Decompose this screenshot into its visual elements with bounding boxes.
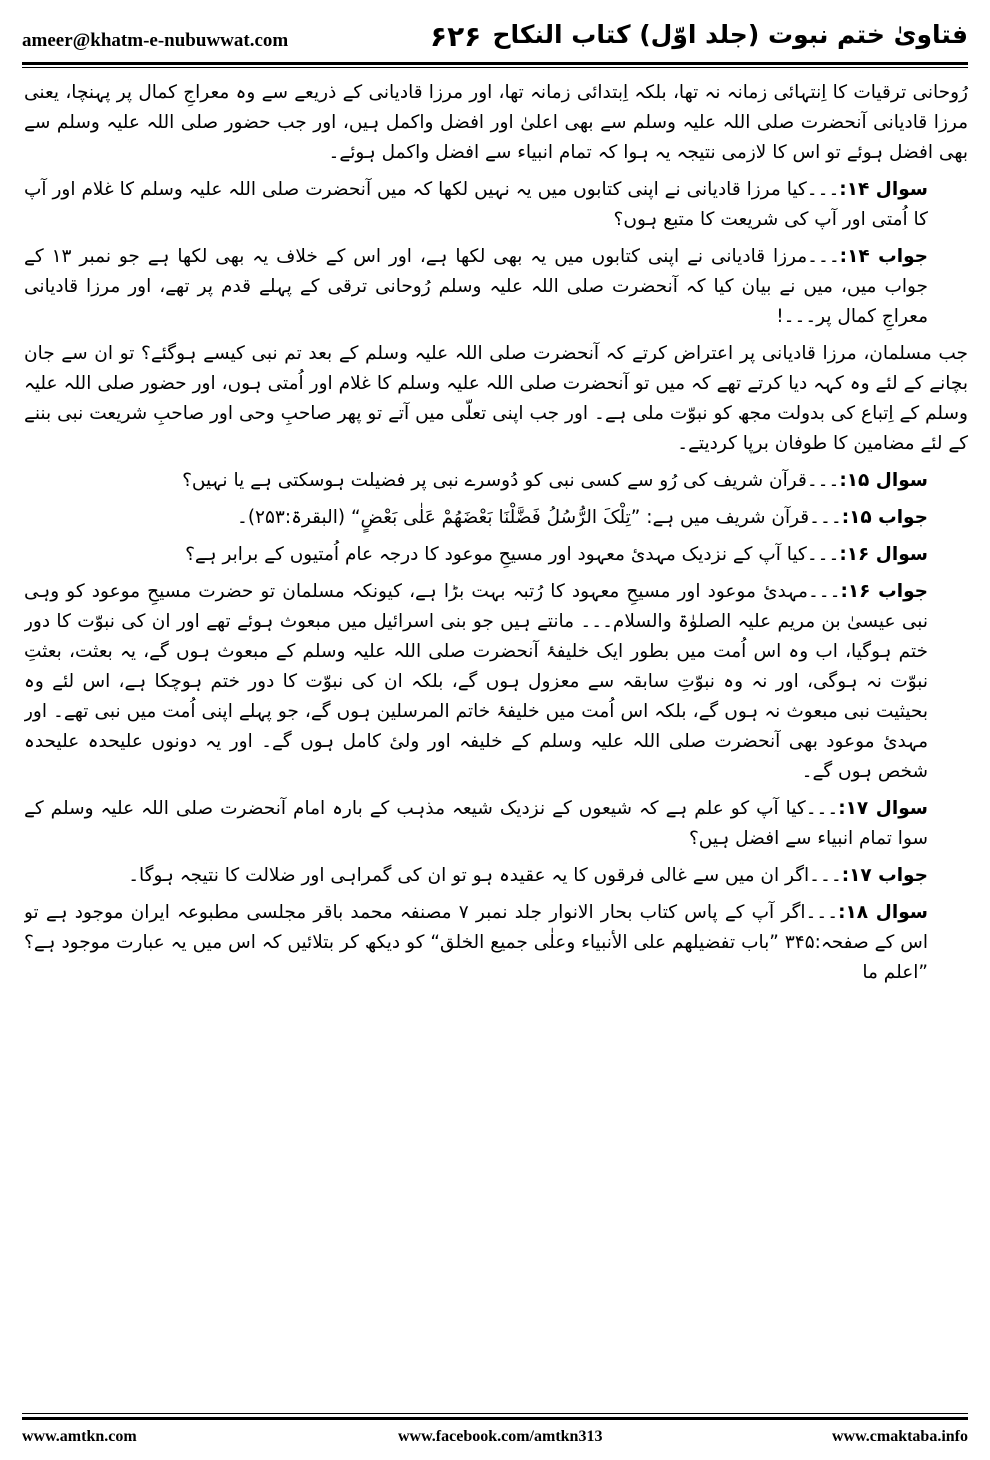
footer-link-cmaktaba[interactable]: www.cmaktaba.info xyxy=(831,1428,968,1445)
question-text: ۔۔۔کیا آپ کے نزدیک مہدیٔ معہود اور مسیحِ موعود کا درجہ عام اُمتیوں کے برابر ہے؟ xyxy=(185,544,840,565)
question-text: ۔۔۔کیا آپ کو علم ہے کہ شیعوں کے نزدیک شیعہ مذہب کے بارہ امام آنحضرت صلی اللہ علیہ وسلم کے سوا تمام انبیاء سے افضل ہیں؟ xyxy=(24,798,928,849)
paragraph-3 xyxy=(24,339,968,459)
book-title: فتاویٰ ختم نبوت (جلد اوّل) کتاب النکاح xyxy=(492,20,968,49)
answer-16 xyxy=(24,577,968,787)
answer-label: جواب ۱۷: xyxy=(841,865,928,886)
question-17 xyxy=(24,794,968,854)
question-label: سوال ۱۵: xyxy=(839,470,928,491)
header-divider-thick xyxy=(22,62,968,65)
paragraph-text: جب مسلمان، مرزا قادیانی پر اعتراض کرتے کہ آنحضرت صلی اللہ علیہ وسلم کے بعد تم نبی کیسے ہوگئے؟ تو ان سے جان بچانے کے لئے وہ کہہ دیا کرتے تھے کہ میں تو آنحضرت صلی اللہ علیہ وسلم کا غلام اور اُمتی ہوں، اور حضور صلی اللہ علیہ وسلم کے اِتباع کی بدولت مجھ کو نبوّت ملی ہے۔ اور جب اپنی تعلّی میں آتے تو پھر صاحبِ وحی اور صاحبِ شریعت نبی بننے کے لئے مضامین کا طوفان برپا کردیتے۔ xyxy=(24,343,968,454)
answer-text: ۔۔۔قرآن شریف میں ہے: ”تِلْکَ الرُّسُلُ فَضَّلْنَا بَعْضَھُمْ عَلٰی بَعْضٍ“ (البقرۃ:۲۵۳)۔ xyxy=(236,507,842,528)
page-body xyxy=(24,78,968,1390)
question-14 xyxy=(24,175,968,235)
page-number: ۶۲۶ xyxy=(430,20,482,53)
footer-divider-thick xyxy=(22,1417,968,1420)
answer-text: ۔۔۔مہدیٔ موعود اور مسیحِ معہود کا رُتبہ بہت بڑا ہے، کیونکہ مسلمان تو حضرت مسیحِ موعود کو وہی نبی عیسیٰ بن مریم علیہ الصلوٰۃ والسلام۔۔۔ مانتے ہیں جو بنی اسرائیل میں مبعوث ہوئے تھے اور ان کی نبوّت کا دور ختم ہوگیا، اب وہ اس اُمت میں بطور ایک خلیفۂ آنحضرت صلی اللہ علیہ وسلم کے مبعوث ہوں گے، یہ بعثت، بعثتِ نبوّت نہ ہوگی، اور نہ وہ نبوّتِ سابقہ سے معزول ہوں گے، بلکہ ان کی نبوّت کا دور ختم ہوچکا ہے، اس لئے وہ بحیثیت نبی مبعوث نہ ہوں گے، بلکہ اس اُمت میں خلیفۂ خاتم المرسلین ہوں گے، جو پہلے اپنی اُمت میں نبی تھے۔ اور مہدیٔ موعود بھی آنحضرت صلی اللہ علیہ وسلم کے خلیفہ اور ولیٔ کامل ہوں گے۔ اور یہ دونوں علیحدہ علیحدہ شخص ہوں گے۔ xyxy=(24,581,928,782)
page-footer xyxy=(0,1424,990,1454)
answer-label: جواب ۱۵: xyxy=(841,507,928,528)
answer-label: جواب ۱۴: xyxy=(839,246,928,267)
answer-text: ۔۔۔اگر ان میں سے غالی فرقوں کا یہ عقیدہ ہو تو ان کی گمراہی اور ضلالت کا نتیجہ ہوگا۔ xyxy=(128,865,842,886)
question-18 xyxy=(24,898,968,988)
question-text: ۔۔۔کیا مرزا قادیانی نے اپنی کتابوں میں یہ نہیں لکھا کہ میں آنحضرت صلی اللہ علیہ وسلم کا غلام اور آپ کا اُمتی اور آپ کی شریعت کا متبع ہوں؟ xyxy=(24,179,928,230)
answer-15 xyxy=(24,503,968,533)
question-label: سوال ۱۴: xyxy=(839,179,928,200)
paragraph-0 xyxy=(24,78,968,168)
question-text: ۔۔۔قرآن شریف کی رُو سے کسی نبی کو دُوسرے نبی پر فضیلت ہوسکتی ہے یا نہیں؟ xyxy=(182,470,840,491)
footer-link-facebook[interactable]: www.facebook.com/amtkn313 xyxy=(398,1428,603,1445)
page-header xyxy=(0,0,990,66)
footer-divider-thin xyxy=(22,1413,968,1414)
question-label: سوال ۱۶: xyxy=(839,544,928,565)
question-label: سوال ۱۷: xyxy=(838,798,928,819)
answer-text: ۔۔۔مرزا قادیانی نے اپنی کتابوں میں یہ بھی لکھا ہے، اور اس کے خلاف یہ بھی لکھا ہے جو نمبر ۱۳ کے جواب میں، میں نے بیان کیا کہ آنحضرت صلی اللہ علیہ وسلم رُوحانی ترقی کے پہلے قدم پر تھے، اور مرزا قادیانی معراجِ کمال پر۔۔۔! xyxy=(24,246,928,327)
paragraph-text: رُوحانی ترقیات کا اِنتہائی زمانہ نہ تھا، بلکہ اِبتدائی زمانہ تھا، اور مرزا قادیانی کے ذریعے سے وہ معراجِ کمال پر پہنچا، یعنی مرزا قادیانی آنحضرت صلی اللہ علیہ وسلم سے بھی اعلیٰ اور افضل واکمل ہیں، اور جب حضور صلی اللہ علیہ وسلم سے بھی افضل ہوئے تو اس کا لازمی نتیجہ یہ ہوا کہ تمام انبیاء سے افضل واکمل ہوئے۔ xyxy=(24,82,968,163)
answer-17 xyxy=(24,861,968,891)
header-email[interactable]: ameer@khatm-e-nubuwwat.com xyxy=(22,30,289,51)
answer-14 xyxy=(24,242,968,332)
question-16 xyxy=(24,540,968,570)
header-divider-thin xyxy=(22,67,968,68)
question-text: ۔۔۔اگر آپ کے پاس کتاب بحار الانوار جلد نمبر ۷ مصنفہ محمد باقر مجلسی مطبوعہ ایران موجود ہے تو اس کے صفحہ:۳۴۵ ”باب تفضیلھم علی الأنبیاء وعلٰی جمیع الخلق“ کو دیکھ کر بتلائیں کہ اس میں یہ عبارت موجود ہے؟ ”اعلم ما xyxy=(24,902,928,983)
answer-label: جواب ۱۶: xyxy=(840,581,928,602)
question-label: سوال ۱۸: xyxy=(838,902,928,923)
question-15 xyxy=(24,466,968,496)
footer-link-amtkn[interactable]: www.amtkn.com xyxy=(22,1428,137,1445)
